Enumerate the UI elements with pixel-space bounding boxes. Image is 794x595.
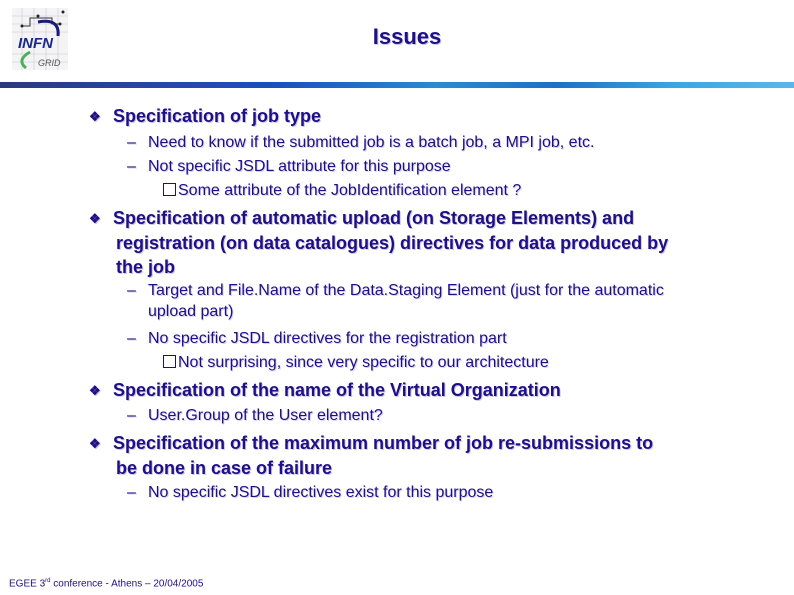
dash-icon: –: [127, 330, 136, 347]
sub-sub-bullet-text: Some attribute of the JobIdentification element ?: [178, 182, 522, 199]
dash-icon: –: [127, 484, 136, 501]
bullet-text: Specification of job type: [113, 106, 322, 126]
sub-bullet-text: User.Group of the User element?: [148, 407, 383, 424]
dash-icon: –: [127, 407, 136, 424]
diamond-bullet-icon: ❖: [89, 436, 101, 451]
bullet-job-type: [89, 104, 321, 129]
sub-bullet-text: Need to know if the submitted job is a batch job, a MPI job, etc.: [148, 134, 595, 151]
slide-title: Issues: [372, 24, 442, 49]
square-bullet-icon: [163, 355, 176, 368]
diamond-bullet-icon: ❖: [89, 211, 101, 226]
sub-sub-bullet: [163, 180, 521, 201]
diamond-bullet-icon: ❖: [89, 109, 101, 124]
svg-text:GRID: GRID: [38, 58, 61, 68]
bullet-virtual-organization: [89, 378, 561, 403]
bullet-text-line: registration (on data catalogues) directives for data produced by: [116, 233, 669, 253]
sub-bullet-text: No specific JSDL directives exist for this purpose: [148, 484, 494, 501]
bullet-text-line: be done in case of failure: [116, 458, 333, 478]
bullet-text-line: Specification of automatic upload (on Storage Elements) and: [113, 208, 635, 228]
svg-text:INFN: INFN: [18, 35, 53, 52]
bullet-text: Specification of the name of the Virtual Organization: [113, 380, 561, 400]
slide-footer: [9, 578, 203, 589]
footer-suffix: conference - Athens – 20/04/2005: [50, 578, 204, 590]
sub-bullet: [127, 482, 493, 503]
square-bullet-icon: [163, 183, 176, 196]
sub-sub-bullet-text: Not surprising, since very specific to our architecture: [178, 354, 549, 371]
sub-bullet-text-line: Target and File.Name of the Data.Staging Element (just for the automatic: [148, 282, 664, 299]
sub-sub-bullet: [163, 352, 549, 373]
bullet-automatic-upload: [89, 206, 668, 279]
dash-icon: –: [127, 134, 136, 151]
sub-bullet: [127, 280, 664, 322]
dash-icon: –: [127, 158, 136, 175]
dash-icon: –: [127, 282, 136, 299]
sub-bullet-text-line: upload part): [148, 303, 234, 320]
sub-bullet: [127, 405, 383, 426]
bullet-text-line: Specification of the maximum number of job re-submissions to: [113, 433, 654, 453]
sub-bullet: [127, 156, 451, 177]
bullet-resubmissions: [89, 431, 653, 480]
bullet-text-line: the job: [116, 257, 175, 277]
footer-prefix: EGEE 3: [9, 578, 46, 590]
diamond-bullet-icon: ❖: [89, 383, 101, 398]
sub-bullet-text: No specific JSDL directives for the registration part: [148, 330, 507, 347]
sub-bullet: [127, 328, 507, 349]
sub-bullet-text: Not specific JSDL attribute for this purpose: [148, 158, 451, 175]
sub-bullet: [127, 132, 594, 153]
footer-ordinal: rd: [45, 578, 51, 584]
